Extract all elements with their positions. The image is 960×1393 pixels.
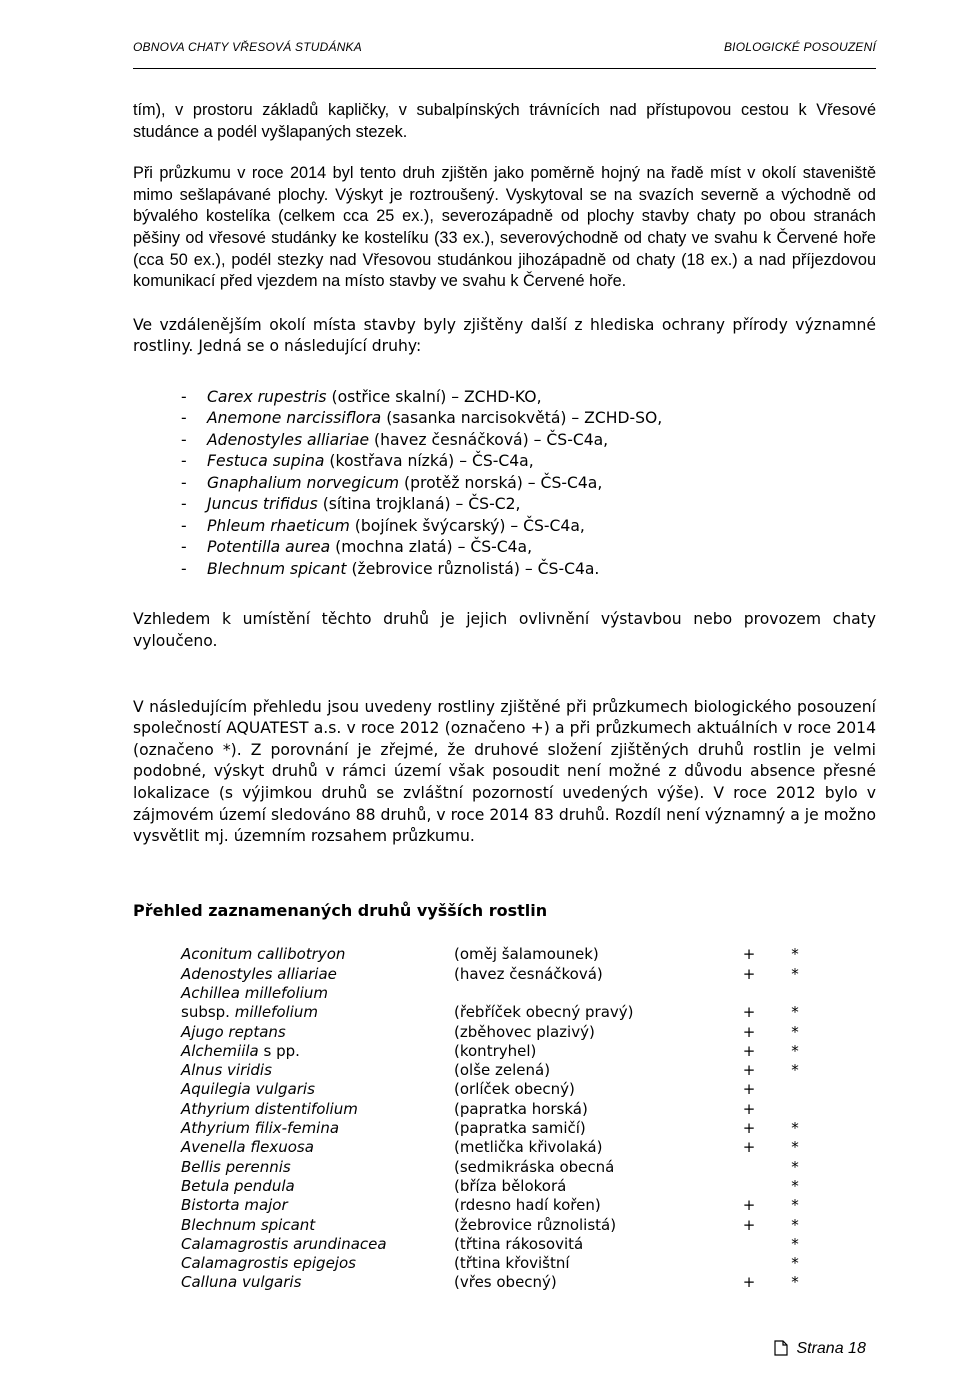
mark-2012: + (742, 1061, 756, 1080)
plant-latin-name: Betula pendula (181, 1176, 295, 1195)
plant-latin-name: Achillea millefolium (181, 983, 328, 1002)
plant-latin-cell (181, 1042, 454, 1061)
plant-czech-name: (olše zelená) (454, 1061, 551, 1080)
plant-latin-cell (181, 1177, 454, 1196)
plant-rank-prefix: subsp. (181, 1003, 235, 1022)
header-title: OBNOVA CHATY VŘESOVÁ STUDÁNKA (133, 40, 362, 54)
species-latin-name: Potentilla aurea (207, 538, 331, 557)
mark-2012: + (742, 1138, 756, 1157)
species-latin-name: Juncus trifidus (207, 495, 318, 514)
header-section: BIOLOGICKÉ POSOUZENÍ (723, 40, 876, 54)
mark-2014 (772, 1100, 818, 1119)
species-list-item (133, 494, 876, 516)
mark-2012 (726, 1158, 772, 1177)
table-row (181, 1273, 818, 1292)
species-list-item (133, 559, 876, 581)
plant-czech-name: (havez česnáčková) (454, 964, 603, 983)
plant-latin-cell (181, 945, 454, 964)
plant-latin-cell (181, 1100, 454, 1119)
plant-latin-name: Bistorta major (181, 1196, 288, 1215)
protected-species-list (133, 387, 876, 581)
plant-latin-name: Bellis perennis (181, 1157, 291, 1176)
plant-latin-cell (181, 1138, 454, 1157)
table-row (181, 1177, 818, 1196)
plant-latin-cell (181, 965, 454, 984)
plant-czech-name: (třtina rákosovitá (454, 1234, 584, 1253)
plant-latin-name: Blechnum spicant (181, 1215, 316, 1234)
mark-2012: + (742, 1215, 756, 1234)
table-row (181, 965, 818, 984)
mark-2012 (726, 1235, 772, 1254)
mark-2014 (772, 984, 818, 1003)
plant-latin-name: Athyrium distentifolium (181, 1099, 358, 1118)
table-row (181, 1158, 818, 1177)
table-row (181, 1003, 818, 1022)
species-details: (mochna zlatá) – ČS-C4a, (330, 538, 533, 557)
mark-2012: + (742, 945, 756, 964)
table-row (181, 945, 818, 964)
plant-latin-cell (181, 1235, 454, 1254)
page-number: Strana 18 (796, 1340, 866, 1357)
plant-czech-name: (sedmikráska obecná (454, 1157, 615, 1176)
plant-czech-name: (žebrovice různolistá) (454, 1215, 617, 1234)
plant-latin-name: Calamagrostis epigejos (181, 1254, 356, 1273)
mark-2012: + (742, 1099, 756, 1118)
mark-2012: + (742, 1041, 756, 1060)
mark-2014: * (791, 964, 799, 983)
species-latin-name: Blechnum spicant (207, 559, 347, 578)
mark-2012: + (742, 1119, 756, 1138)
list-dash: - (181, 559, 187, 578)
list-dash: - (181, 430, 187, 449)
table-row (181, 1042, 818, 1061)
mark-2014: * (791, 1157, 799, 1176)
plant-latin-name: Avenella flexuosa (181, 1138, 314, 1157)
plant-latin-name: Calluna vulgaris (181, 1273, 302, 1292)
paragraph-3: Ve vzdálenějším okolí místa stavby byly zjištěny další z hlediska ochrany přírody významné rostliny. Jedná se o následující druhy: (133, 315, 876, 356)
mark-2014: * (791, 1254, 799, 1273)
plant-latin-cell (181, 1003, 454, 1022)
mark-2014: * (791, 1215, 799, 1234)
species-list-item (133, 451, 876, 473)
species-details: (kostřava nízká) – ČS-C4a, (324, 452, 534, 471)
table-row (181, 984, 818, 1003)
list-dash: - (181, 538, 187, 557)
table-row (181, 1216, 818, 1235)
table-row (181, 1023, 818, 1042)
mark-2014: * (791, 1176, 799, 1195)
mark-2014: * (791, 1273, 799, 1292)
plant-czech-name: (oměj šalamounek) (454, 945, 599, 964)
species-details: (protěž norská) – ČS-C4a, (399, 473, 603, 492)
plant-czech-name: (zběhovec plazivý) (454, 1022, 595, 1041)
paragraph-4: Vzhledem k umístění těchto druhů je jejich ovlivnění výstavbou nebo provozem chaty vyloučeno. (133, 610, 876, 651)
mark-2014: * (791, 945, 799, 964)
mark-2012: + (742, 1022, 756, 1041)
plant-latin-cell (181, 1273, 454, 1292)
species-details: (ostřice skalní) – ZCHD-KO, (326, 387, 542, 406)
mark-2014: * (791, 1061, 799, 1080)
list-dash: - (181, 516, 187, 535)
mark-2014: * (791, 1041, 799, 1060)
paragraph-5: V následujícím přehledu jsou uvedeny rostliny zjištěné při průzkumech biologického posouzení společností AQUATEST a.s. v roce 2012 (označeno +) a při průzkumech aktuálních v roce 2014 (označeno *). Z porovnání je zřejmé, že druhové složení zjištěných druhů rostlin je velmi podobné, výskyt druhů v rámci území však posoudit není možné z důvodu absence přesné lokalizace (s výjimkou druhů se zvláštní pozorností uvedených výše). V roce 2012 bylo v zájmovém území sledováno 88 druhů, v roce 2014 83 druhů. Rozdíl není významný a je možno vysvětlit mj. územním rozsahem průzkumu. (133, 697, 876, 846)
list-dash: - (181, 495, 187, 514)
mark-2012: + (742, 1273, 756, 1292)
plant-czech-name (454, 984, 726, 1003)
mark-2012: + (742, 964, 756, 983)
plant-latin-cell (181, 1119, 454, 1138)
plant-czech-name: (třtina křovištní (454, 1254, 570, 1273)
plant-czech-name: (rdesno hadí kořen) (454, 1196, 601, 1215)
table-row (181, 1196, 818, 1215)
mark-2012 (726, 1177, 772, 1196)
paragraph-1: tím), v prostoru základů kapličky, v subalpínských trávnících nad přístupovou cestou k Vřesové studánce a podél vyšlapaných stezek. (133, 101, 876, 141)
mark-2014: * (791, 1003, 799, 1022)
species-latin-name: Festuca supina (207, 452, 325, 471)
species-list-item (133, 473, 876, 495)
plant-latin-name: Calamagrostis arundinacea (181, 1234, 387, 1253)
species-list-item (133, 387, 876, 409)
plant-latin-name: Aconitum callibotryon (181, 945, 346, 964)
plant-czech-name: (vřes obecný) (454, 1273, 557, 1292)
plant-czech-name: (papratka samičí) (454, 1119, 586, 1138)
plant-latin-cell (181, 1061, 454, 1080)
plant-latin-name: Ajugo reptans (181, 1022, 286, 1041)
list-dash: - (181, 473, 187, 492)
species-details: (žebrovice různolistá) – ČS-C4a. (346, 559, 600, 578)
paragraph-2: Při průzkumu v roce 2014 byl tento druh zjištěn jako poměrně hojný na řadě míst v okolí staveniště mimo sešlapávané plochy. Výskyt je roztroušený. Vyskytoval se na svazích severně a východně od bývalého kostelíka (celkem cca 25 ex.), severozápadně od plochy stavby chaty po obou stranách pěšiny od vřesové studánky ke kostelíku (33 ex.), severovýchodně od chaty ve svahu k Červené hoře (cca 50 ex.), podél stezky nad Vřesovou studánkou jihozápadně od chaty (18 ex.) a nad příjezdovou komunikací před vjezdem na místo stavby ve svahu k Červené hoře. (133, 164, 876, 291)
species-details: (sasanka narcisokvětá) – ZCHD-SO, (381, 409, 663, 428)
mark-2012 (726, 1254, 772, 1273)
plant-czech-name: (papratka horská) (454, 1099, 588, 1118)
table-row (181, 1138, 818, 1157)
table-row (181, 1254, 818, 1273)
mark-2012 (726, 984, 772, 1003)
plant-czech-name: (kontryhel) (454, 1041, 537, 1060)
species-list-item (133, 430, 876, 452)
page-header (133, 40, 876, 69)
page-content (133, 100, 876, 1293)
page-corner-icon (774, 1340, 788, 1361)
plant-czech-name: (orlíček obecný) (454, 1080, 575, 1099)
plant-latin-cell (181, 1196, 454, 1215)
mark-2014: * (791, 1234, 799, 1253)
plant-latin-cell (181, 1080, 454, 1099)
plant-latin-cell (181, 1158, 454, 1177)
species-details: (havez česnáčková) – ČS-C4a, (369, 430, 609, 449)
table-row (181, 1119, 818, 1138)
species-details: (sítina trojklaná) – ČS-C2, (317, 495, 521, 514)
species-latin-name: Carex rupestris (207, 387, 327, 406)
plant-czech-name: (řebříček obecný pravý) (454, 1003, 634, 1022)
plant-czech-name: (metlička křivolaká) (454, 1138, 603, 1157)
plant-latin-cell (181, 1023, 454, 1042)
table-row (181, 1100, 818, 1119)
plant-czech-name: (bříza bělokorá (454, 1176, 567, 1195)
plant-latin-name: Alnus viridis (181, 1061, 272, 1080)
species-latin-name: Anemone narcissiflora (207, 409, 382, 428)
mark-2012: + (742, 1196, 756, 1215)
plant-latin-cell (181, 984, 454, 1003)
plant-latin-name: Adenostyles alliariae (181, 964, 337, 983)
list-dash: - (181, 409, 187, 428)
plant-latin-cell (181, 1216, 454, 1235)
list-dash: - (181, 452, 187, 471)
mark-2014: * (791, 1196, 799, 1215)
mark-2012: + (742, 1003, 756, 1022)
species-latin-name: Adenostyles alliariae (207, 430, 370, 449)
mark-2014: * (791, 1022, 799, 1041)
plant-latin-name: millefolium (234, 1003, 318, 1022)
plant-latin-cell (181, 1254, 454, 1273)
mark-2014 (772, 1080, 818, 1099)
plants-table (181, 945, 818, 1292)
plant-latin-name: Alchemiila (181, 1041, 259, 1060)
section-title: Přehled zaznamenaných druhů vyšších rostlin (133, 900, 548, 920)
mark-2014: * (791, 1138, 799, 1157)
species-latin-name: Phleum rhaeticum (207, 516, 350, 535)
species-list-item (133, 408, 876, 430)
plant-latin-name: Aquilegia vulgaris (181, 1080, 315, 1099)
plant-latin-name: Athyrium filix-femina (181, 1119, 340, 1138)
species-latin-name: Gnaphalium norvegicum (207, 473, 400, 492)
species-details: (bojínek švýcarský) – ČS-C4a, (349, 516, 585, 535)
page-footer (774, 1340, 866, 1361)
table-row (181, 1235, 818, 1254)
plant-rank-suffix: s pp. (258, 1041, 300, 1060)
list-dash: - (181, 387, 187, 406)
species-list-item (133, 537, 876, 559)
species-list-item (133, 516, 876, 538)
mark-2014: * (791, 1119, 799, 1138)
table-row (181, 1080, 818, 1099)
table-row (181, 1061, 818, 1080)
mark-2012: + (742, 1080, 756, 1099)
